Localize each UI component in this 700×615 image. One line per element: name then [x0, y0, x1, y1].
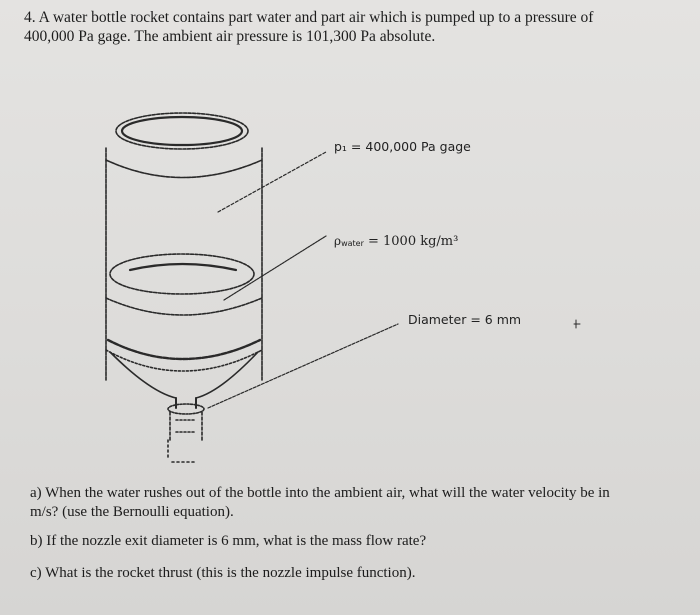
- diameter-leader-line: [208, 324, 398, 408]
- part-a-line-1: a) When the water rushes out of the bottle into the ambient air, what will the water velocity be in: [30, 485, 610, 501]
- density-symbol: ρ: [334, 234, 342, 248]
- density-value: = 1000 kg/m³: [363, 234, 459, 249]
- pressure-label: p₁ = 400,000 Pa gage: [334, 139, 471, 154]
- problem-line-1: 4. A water bottle rocket contains part water and part air which is pumped up to a pressure of: [24, 9, 594, 26]
- question-parts: [30, 484, 680, 596]
- stray-mark: [574, 320, 580, 328]
- leader-lines: [208, 152, 398, 408]
- bottle-shoulder: [106, 340, 262, 398]
- part-b: b) If the nozzle exit diameter is 6 mm, what is the mass flow rate?: [30, 533, 427, 549]
- water-surface: [106, 254, 262, 315]
- density-label: [334, 234, 458, 249]
- nozzle: [168, 398, 204, 462]
- part-c: c) What is the rocket thrust (this is the nozzle impulse function).: [30, 565, 416, 581]
- part-a-line-2: m/s? (use the Bernoulli equation).: [30, 504, 234, 520]
- diameter-label: Diameter = 6 mm: [408, 312, 522, 327]
- density-leader-line: [224, 236, 326, 300]
- pressure-leader-line: [218, 152, 326, 212]
- part-a: [30, 484, 680, 522]
- bottle-top-cap: [116, 113, 248, 149]
- density-subscript: water: [341, 239, 364, 248]
- problem-line-2: 400,000 Pa gage. The ambient air pressure is 101,300 Pa absolute.: [24, 28, 436, 45]
